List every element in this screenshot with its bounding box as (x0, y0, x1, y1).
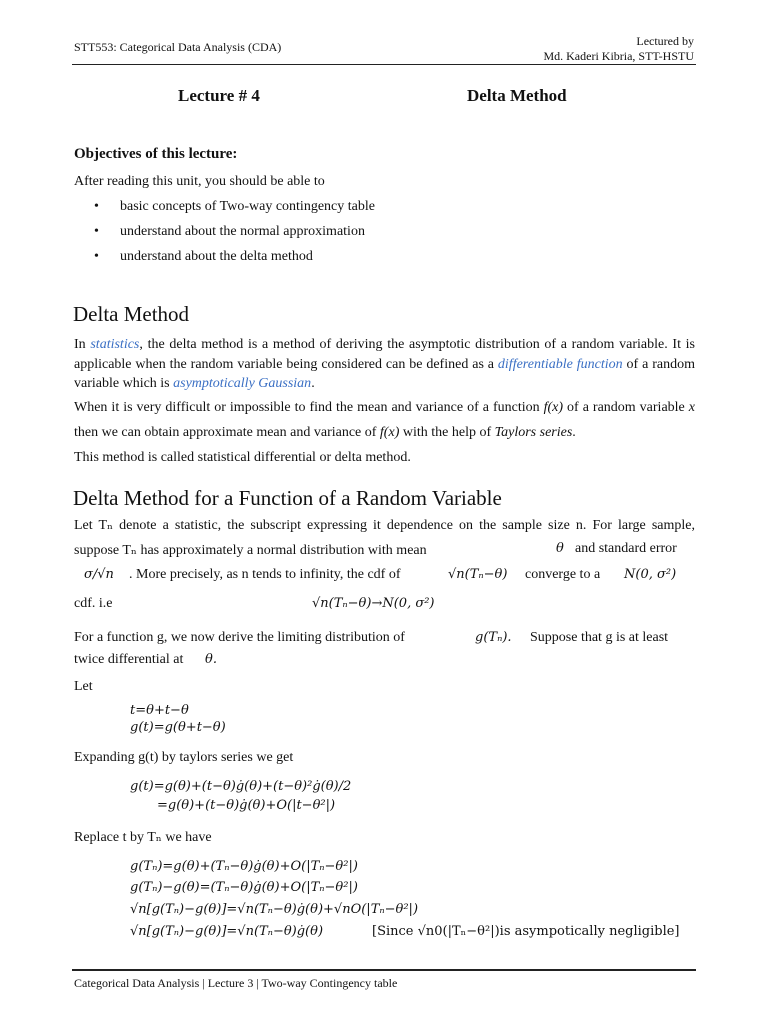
equation-line: √n[g(Tₙ)−g(θ)]=√n(Tₙ−θ)ġ(θ) (130, 924, 324, 939)
replace-text: Replace t by Tₙ we have (74, 830, 212, 845)
twice-diff-text: Suppose that g is at least (530, 630, 669, 645)
section-title-delta-method: Delta Method (73, 302, 190, 326)
section-title-function-rv: Delta Method for a Function of a Random Variable (73, 486, 502, 510)
cdf-expression: √n(Tₙ−θ) (448, 567, 508, 582)
equation-line: =g(θ)+(t−θ)ġ(θ)+O(|t−θ²|) (157, 798, 336, 813)
objectives-list (94, 198, 375, 273)
list-item: • basic concepts of Two-way contingency table (94, 198, 375, 223)
list-item: • understand about the normal approximation (94, 223, 375, 248)
converge-text: converge to a (525, 567, 601, 582)
since-note: [Since √n0(|Tₙ−θ²|)is asympotically negligible] (372, 924, 680, 939)
asymptotically-gaussian-link[interactable]: asymptotically Gaussian (173, 376, 312, 391)
more-precisely-text: . More precisely, as n tends to infinity, the cdf of (129, 567, 401, 582)
footer-divider (72, 969, 696, 971)
let-label: Let (74, 679, 93, 694)
statistic-paragraph: Let Tₙ denote a statistic, the subscript expressing it dependence on the sample size n. For large sample, suppose Tₙ has approximately a normal distribution with mean (74, 518, 695, 558)
objectives-heading: Objectives of this lecture: (74, 146, 238, 162)
equation-line: √n[g(Tₙ)−g(θ)]=√n(Tₙ−θ)ġ(θ)+√nO(|Tₙ−θ²|) (130, 902, 419, 917)
limiting-dist-text: For a function g, we now derive the limiting distribution of (74, 630, 405, 645)
header-divider (72, 64, 696, 65)
equation-line: g(t)=g(θ+t−θ) (130, 720, 226, 735)
lectured-by-label: Lectured by (636, 34, 694, 48)
g-tn-expr: g(Tₙ). (475, 630, 512, 645)
lecturer-name: Md. Kaderi Kibria, STT-HSTU (543, 49, 694, 63)
list-item: • understand about the delta method (94, 248, 375, 273)
theta-symbol: θ (556, 541, 564, 556)
equation-line: g(Tₙ)−g(θ)=(Tₙ−θ)ġ(θ)+O(|Tₙ−θ²|) (130, 880, 358, 895)
differentiable-function-link[interactable]: differentiable function (497, 356, 623, 372)
convergence-expression: √n(Tₙ−θ)→N(0, σ²) (312, 596, 435, 611)
delta-method-paragraph: In statistics, the delta method is a method of deriving the asymptotic distribution of a random variable. It is applicable when the random variable being considered can be defined as a differentiable function of a random variable which is asymptotically Gaussian. (74, 337, 695, 391)
lecture-topic: Delta Method (467, 86, 567, 105)
theta-dot: θ. (205, 652, 217, 667)
page-footer: Categorical Data Analysis | Lecture 3 | Two-way Contingency table (74, 976, 398, 990)
normal-distribution: N(0, σ²) (624, 567, 677, 582)
equation-line: g(t)=g(θ)+(t−θ)ġ(θ)+(t−θ)²ġ(θ)/2 (130, 779, 352, 794)
expanding-text: Expanding g(t) by taylors series we get (74, 750, 294, 765)
lecturer-header (543, 34, 694, 64)
twice-diff-cont: twice differential at (74, 652, 184, 667)
bullet-icon: • (94, 249, 99, 264)
cdf-ie-label: cdf. i.e (74, 596, 113, 611)
course-header: STT553: Categorical Data Analysis (CDA) (74, 40, 282, 54)
equation-line: t=θ+t−θ (130, 703, 189, 718)
objectives-intro: After reading this unit, you should be able to (74, 174, 325, 189)
taylor-paragraph: When it is very difficult or impossible to find the mean and variance of a function f(x) of a random variable x then we can obtain approximate mean and variance of f(x) with the help of Taylors series. This method is called statistical differential or delta method. (74, 400, 695, 465)
statistics-link[interactable]: statistics (90, 337, 140, 352)
equation-line: g(Tₙ)=g(θ)+(Tₙ−θ)ġ(θ)+O(|Tₙ−θ²|) (130, 859, 358, 874)
standard-error-expr: σ/√n (84, 567, 114, 582)
lecture-number: Lecture # 4 (178, 86, 260, 105)
bullet-icon: • (94, 199, 99, 214)
standard-error-label: and standard error (575, 541, 677, 556)
bullet-icon: • (94, 224, 99, 239)
